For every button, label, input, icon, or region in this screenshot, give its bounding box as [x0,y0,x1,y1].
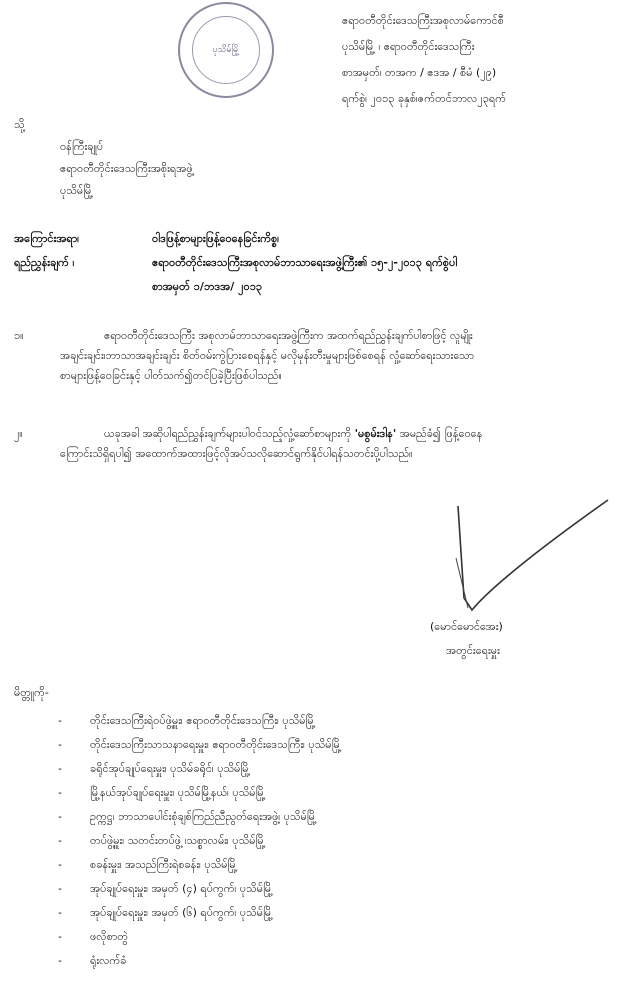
paragraph-1 [14,326,580,386]
reference-text-2: စာအမှတ် ၁/ဘဒအ/ ၂၀၁၃ [152,280,263,293]
recipient-line-2: ဧရာဝတီတိုင်းဒေသကြီးအစိုးရအဖွဲ့ [60,162,193,175]
handwritten-signature [420,498,620,618]
paragraph-line: ဧရာဝတီတိုင်းဒေသကြီး အစုလာမ်ဘာသာရေးအဖွဲ့ကြီးက အထက်ရည်ညွှန်းချက်ပါစာဖြင့် လူမျိုး [104,329,473,342]
highlighted-name: 'မစွမ်းဒါန' [354,427,397,440]
letterhead-line-1: ဧရာဝတီတိုင်းဒေသကြီးအစုလာမ်ကောင်စီ [342,14,504,27]
cc-label: မိတ္တူကို- [14,686,49,699]
reference-label: ရည်ညွှန်းချက် ၊ [14,256,75,269]
paragraph-text: ယခုအခါ အဆိုပါရည်ညွှန်းချက်များပါဝင်သည့်လှုံ့ဆော်စာများကို [104,427,355,440]
letterhead-line-2: ပုသိမ်မြို့ ၊ ဧရာဝတီတိုင်းဒေသကြီး [342,40,475,53]
letterhead-date: ရက်စွဲ၊ ၂၀၁၃ ခုနှစ်၊ဇက်တင်ဘာလ၂၃ရက် [342,92,506,105]
paragraph-number: ၂။ [14,427,23,440]
paragraph-line: စာများဖြန့်ဝေခြင်းနှင့် ပါတ်သက်၍တင်ပြခဲ့ပြီးဖြစ်ပါသည်။ [60,369,282,382]
paragraph-2 [14,424,580,464]
letterhead-reference-number: စာအမှတ်၊ တအက / ဧဒအ / စီမံ (၂၉) [342,66,497,79]
paragraph-line [60,424,580,444]
to-label: သို့ [14,118,25,131]
reference-text: ဧရာဝတီတိုင်းဒေသကြီးအစုလာမ်ဘာသာရေးအဖွဲ့ကြီး၏ ၁၅-၂-၂၀၁၃ ရက်စွဲပါ [152,256,458,269]
official-seal [178,2,274,98]
paragraph-number: ၁။ [14,329,24,342]
signatory-title: အတွင်းရေးမှူး [446,644,500,657]
paragraph-line: ကြောင်းသိရှိရပါ၍ အထောက်အထားဖြင့်လိုအပ်သလိုဆောင်ရွက်နိုင်ပါရန်သတင်းပို့ပါသည်။ [60,447,413,460]
seal-inner-ring [192,16,260,84]
subject-label: အကြောင်းအရာ၊ [14,232,79,245]
seal-text: ပုသိမ်မြို့ [212,44,240,55]
signatory-name: (မောင်မောင်အေး) [430,620,503,633]
paragraph-line: အချင်းချင်း၊ဘာသာအချင်းချင်း စိတ်ဝမ်းကွဲပြားစေရန်နှင့် မလိုမုန်းတီးမှုများဖြစ်စေရန် လှုံ့ဆော်ရေးသားသော [60,349,475,362]
recipient-line-3: ပုသိမ်မြို့ [60,184,94,197]
subject-text: ဝါဒဖြန့်စာများဖြန့်ဝေနေခြင်းကိစ္စ၊ [152,232,279,245]
paragraph-text: အမည်ခံ၍ ဖြန့်ဝေနေ [396,427,483,440]
recipient-line-1: ဝန်ကြီးချုပ် [60,140,104,153]
